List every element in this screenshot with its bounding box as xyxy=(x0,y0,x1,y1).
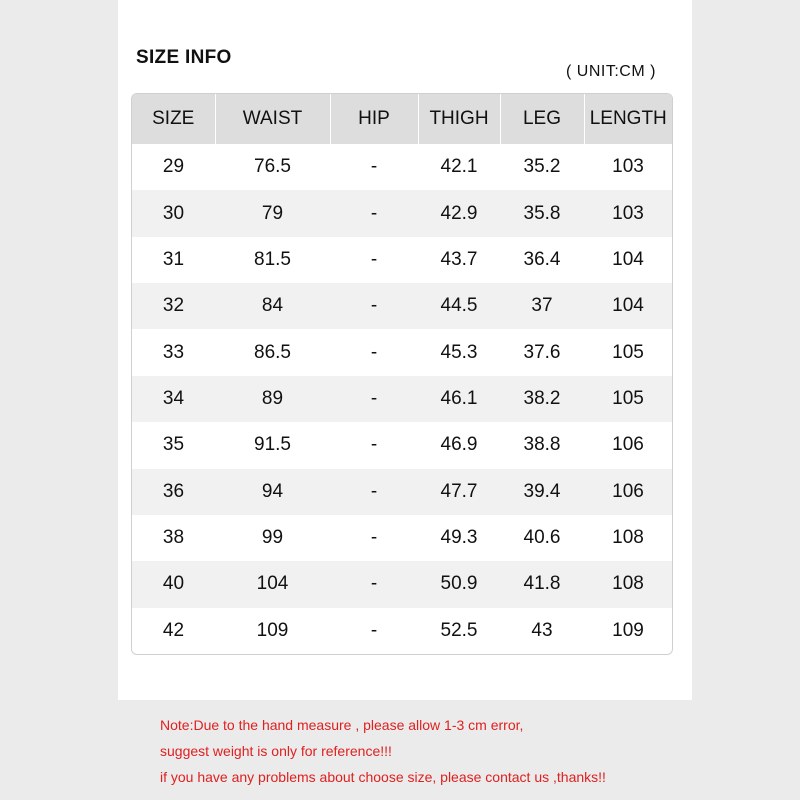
cell-leg: 35.2 xyxy=(523,156,561,178)
cell-leg: 39.4 xyxy=(500,469,584,515)
cell-length: 104 xyxy=(612,248,644,270)
header-hip: HIP xyxy=(330,94,418,144)
cell-hip: - xyxy=(330,469,418,515)
table-row xyxy=(132,608,672,654)
cell-size: 42 xyxy=(162,619,185,641)
cell-size: 32 xyxy=(132,283,215,329)
table-row xyxy=(132,376,672,422)
table-row xyxy=(132,329,672,375)
cell-hip: - xyxy=(330,561,418,607)
table-row xyxy=(132,561,672,607)
cell-size: 34 xyxy=(132,376,215,422)
cell-leg: 38.8 xyxy=(523,434,561,456)
cell-hip: - xyxy=(330,190,418,236)
cell-leg: 41.8 xyxy=(500,561,584,607)
cell-waist: 104 xyxy=(215,561,330,607)
cell-size: 29 xyxy=(162,156,185,178)
cell-hip: - xyxy=(370,156,378,178)
table-row xyxy=(132,190,672,236)
cell-waist: 79 xyxy=(215,190,330,236)
cell-thigh: 46.1 xyxy=(418,376,500,422)
zigzag-edge xyxy=(118,682,692,696)
cell-size: 35 xyxy=(162,434,185,456)
cell-hip: - xyxy=(330,376,418,422)
cell-thigh: 47.7 xyxy=(418,469,500,515)
cell-leg: 37 xyxy=(500,283,584,329)
cell-size: 38 xyxy=(162,527,185,549)
cell-thigh: 42.1 xyxy=(440,156,478,178)
cell-thigh: 42.9 xyxy=(418,190,500,236)
cell-hip: - xyxy=(370,341,378,363)
cell-waist: 81.5 xyxy=(254,248,291,270)
cell-leg: 40.6 xyxy=(523,527,561,549)
header-size: SIZE xyxy=(132,94,215,144)
cell-length: 105 xyxy=(612,341,644,363)
cell-hip: - xyxy=(330,283,418,329)
header-length: LENGTH xyxy=(584,94,672,144)
measurement-note xyxy=(160,712,606,790)
table-row xyxy=(132,515,672,561)
note-line: if you have any problems about choose size, please contact us ,thanks!! xyxy=(160,769,606,785)
page-title: SIZE INFO xyxy=(136,47,232,68)
cell-thigh: 49.3 xyxy=(440,527,478,549)
cell-waist: 84 xyxy=(215,283,330,329)
cell-size: 31 xyxy=(162,248,185,270)
cell-thigh: 44.5 xyxy=(418,283,500,329)
cell-waist: 109 xyxy=(256,619,289,641)
note-line: suggest weight is only for reference!!! xyxy=(160,743,392,759)
cell-waist: 94 xyxy=(215,469,330,515)
cell-thigh: 45.3 xyxy=(440,341,478,363)
cell-thigh: 52.5 xyxy=(440,619,478,641)
cell-size: 30 xyxy=(132,190,215,236)
table-row xyxy=(132,283,672,329)
cell-length: 103 xyxy=(612,156,644,178)
cell-length: 108 xyxy=(612,527,644,549)
header-leg: LEG xyxy=(500,94,584,144)
cell-leg: 37.6 xyxy=(523,341,561,363)
cell-hip: - xyxy=(370,248,378,270)
cell-size: 40 xyxy=(132,561,215,607)
cell-size: 36 xyxy=(132,469,215,515)
cell-leg: 35.8 xyxy=(500,190,584,236)
note-line: Note:Due to the hand measure , please allow 1-3 cm error, xyxy=(160,717,524,733)
cell-length: 104 xyxy=(584,283,672,329)
cell-thigh: 46.9 xyxy=(440,434,478,456)
cell-hip: - xyxy=(370,527,378,549)
table-row xyxy=(132,237,672,283)
cell-hip: - xyxy=(370,619,378,641)
table-row xyxy=(132,144,672,190)
cell-waist: 76.5 xyxy=(254,156,291,178)
cell-length: 103 xyxy=(584,190,672,236)
unit-label: ( UNIT:CM ) xyxy=(566,63,656,80)
cell-thigh: 43.7 xyxy=(440,248,478,270)
cell-leg: 38.2 xyxy=(500,376,584,422)
cell-waist: 99 xyxy=(261,527,284,549)
cell-waist: 86.5 xyxy=(254,341,291,363)
header-thigh: THIGH xyxy=(418,94,500,144)
cell-size: 33 xyxy=(162,341,185,363)
table-header-row xyxy=(132,94,672,144)
cell-waist: 91.5 xyxy=(254,434,291,456)
cell-leg: 36.4 xyxy=(523,248,561,270)
cell-length: 109 xyxy=(612,619,644,641)
cell-length: 105 xyxy=(584,376,672,422)
cell-leg: 43 xyxy=(531,619,553,641)
table-row xyxy=(132,469,672,515)
cell-length: 106 xyxy=(612,434,644,456)
cell-waist: 89 xyxy=(215,376,330,422)
cell-length: 108 xyxy=(584,561,672,607)
cell-thigh: 50.9 xyxy=(418,561,500,607)
header-waist: WAIST xyxy=(215,94,330,144)
size-table xyxy=(131,93,673,655)
cell-hip: - xyxy=(370,434,378,456)
table-row xyxy=(132,422,672,468)
cell-length: 106 xyxy=(584,469,672,515)
